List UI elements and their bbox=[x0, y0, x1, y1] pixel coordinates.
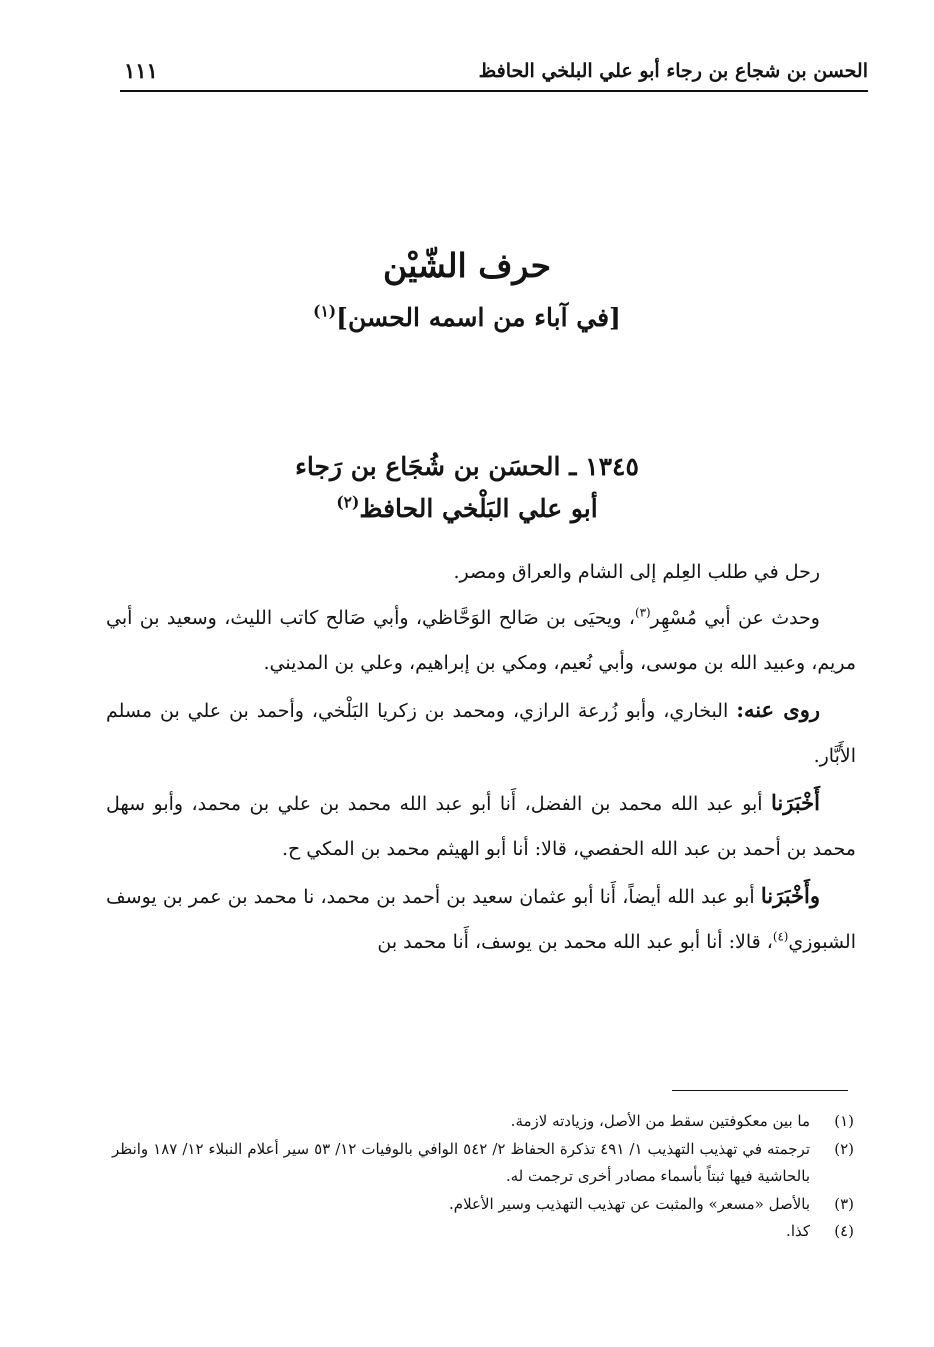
paragraph-isnad-2-lead: وأَخْبَرَنا bbox=[760, 882, 820, 908]
paragraph-isnad-1 bbox=[106, 780, 856, 873]
paragraph-travel-text: رحل في طلب العِلم إلى الشام والعراق ومصر. bbox=[453, 561, 820, 583]
footnote-text: بالأصل «مسعر» والمثبت عن تهذيب التهذيب وسير الأعلام. bbox=[449, 1194, 810, 1213]
paragraph-isnad-2 bbox=[106, 873, 856, 966]
section-subheading-text: [في آباء من اسمه الحسن] bbox=[336, 303, 621, 332]
footnote-text: ترجمته في تهذيب التهذيب ١/ ٤٩١ تذكرة الحفاظ ٢/ ٥٤٢ الوافي بالوفيات ١٢/ ٥٣ سير أعلام النبلاء ١٢/ ١٨٧ وانظر بالحاشية فيها ثبتاً بأسماء مصادر أخرى ترجمت له. bbox=[112, 1139, 811, 1185]
paragraph-travel bbox=[106, 550, 856, 596]
footnote-text: كذا. bbox=[786, 1222, 810, 1240]
footnote-number: (١) bbox=[834, 1112, 854, 1130]
footnote-number: (٣) bbox=[834, 1194, 854, 1213]
entry-title-line1: ١٣٤٥ ـ الحسَن بن شُجَاع بن رَجاء bbox=[295, 452, 639, 481]
footnote-text: ما بين معكوفتين سقط من الأصل، وزيادته لازمة. bbox=[510, 1112, 810, 1130]
body-text bbox=[106, 550, 856, 966]
footnote-number: (٢) bbox=[834, 1139, 854, 1158]
footnote-item bbox=[112, 1108, 854, 1136]
running-title: الحسن بن شجاع بن رجاء أبو علي البلخي الحافظ bbox=[478, 60, 868, 82]
running-head bbox=[120, 58, 868, 92]
paragraph-narrated-from-a: وحدث عن أبي مُسْهِر bbox=[650, 606, 820, 629]
footnote-ref-1: (١) bbox=[313, 301, 337, 321]
section-heading: حرف الشّيْن bbox=[382, 246, 552, 285]
footnotes bbox=[112, 1108, 854, 1246]
footnote-ref-3: (٣) bbox=[635, 605, 651, 620]
paragraph-narrators-text: البخاري، وأبو زُرعة الرازي، ومحمد بن زكريا البَلْخي، وأحمد بن علي بن مسلم الأَبَّار. bbox=[106, 699, 856, 767]
paragraph-narrated-from bbox=[106, 596, 856, 687]
footnote-item bbox=[112, 1218, 854, 1246]
footnote-ref-4: (٤) bbox=[772, 929, 789, 944]
entry-title-line2-text: أبو علي البَلْخي الحافظ bbox=[359, 494, 598, 523]
footnote-divider bbox=[672, 1090, 848, 1091]
paragraph-isnad-2-text-b: ، قالا: أنا أبو عبد الله محمد بن يوسف، أَنا محمد بن bbox=[377, 931, 773, 953]
paragraph-isnad-1-text: أبو عبد الله محمد بن الفضل، أَنا أبو عبد الله محمد بن علي بن محمد، وأبو سهل محمد بن أحمد بن عبد الله الحفصي، قالا: أنا أبو الهيثم محمد بن المكي ح. bbox=[106, 792, 856, 860]
footnote-ref-2: (٢) bbox=[336, 492, 360, 512]
page-number: ١١١ bbox=[124, 58, 158, 83]
section-subheading bbox=[0, 303, 934, 332]
paragraph-narrators bbox=[106, 687, 856, 780]
footnote-item bbox=[112, 1136, 854, 1191]
paragraph-isnad-2-text-a: أبو عبد الله أيضاً، أَنا أبو عثمان سعيد بن أحمد بن محمد، نا محمد بن عمر بن يوسف الشبوزي bbox=[106, 885, 856, 953]
footnote-item bbox=[112, 1191, 854, 1219]
paragraph-narrators-lead: روى عنه: bbox=[736, 696, 820, 722]
paragraph-narrated-from-b: ، ويحيَى بن صَالح الوَحَّاظي، وأبي صَالح كاتب الليث، وسعيد بن أبي مريم، وعبيد الله بن موسى، وأبي نُعيم، ومكي بن إبراهيم، وعلي بن المديني. bbox=[106, 606, 856, 674]
footnote-number: (٤) bbox=[834, 1222, 854, 1240]
paragraph-isnad-1-lead: أَخْبَرَنا bbox=[771, 789, 820, 815]
entry-title-line2 bbox=[0, 494, 934, 523]
